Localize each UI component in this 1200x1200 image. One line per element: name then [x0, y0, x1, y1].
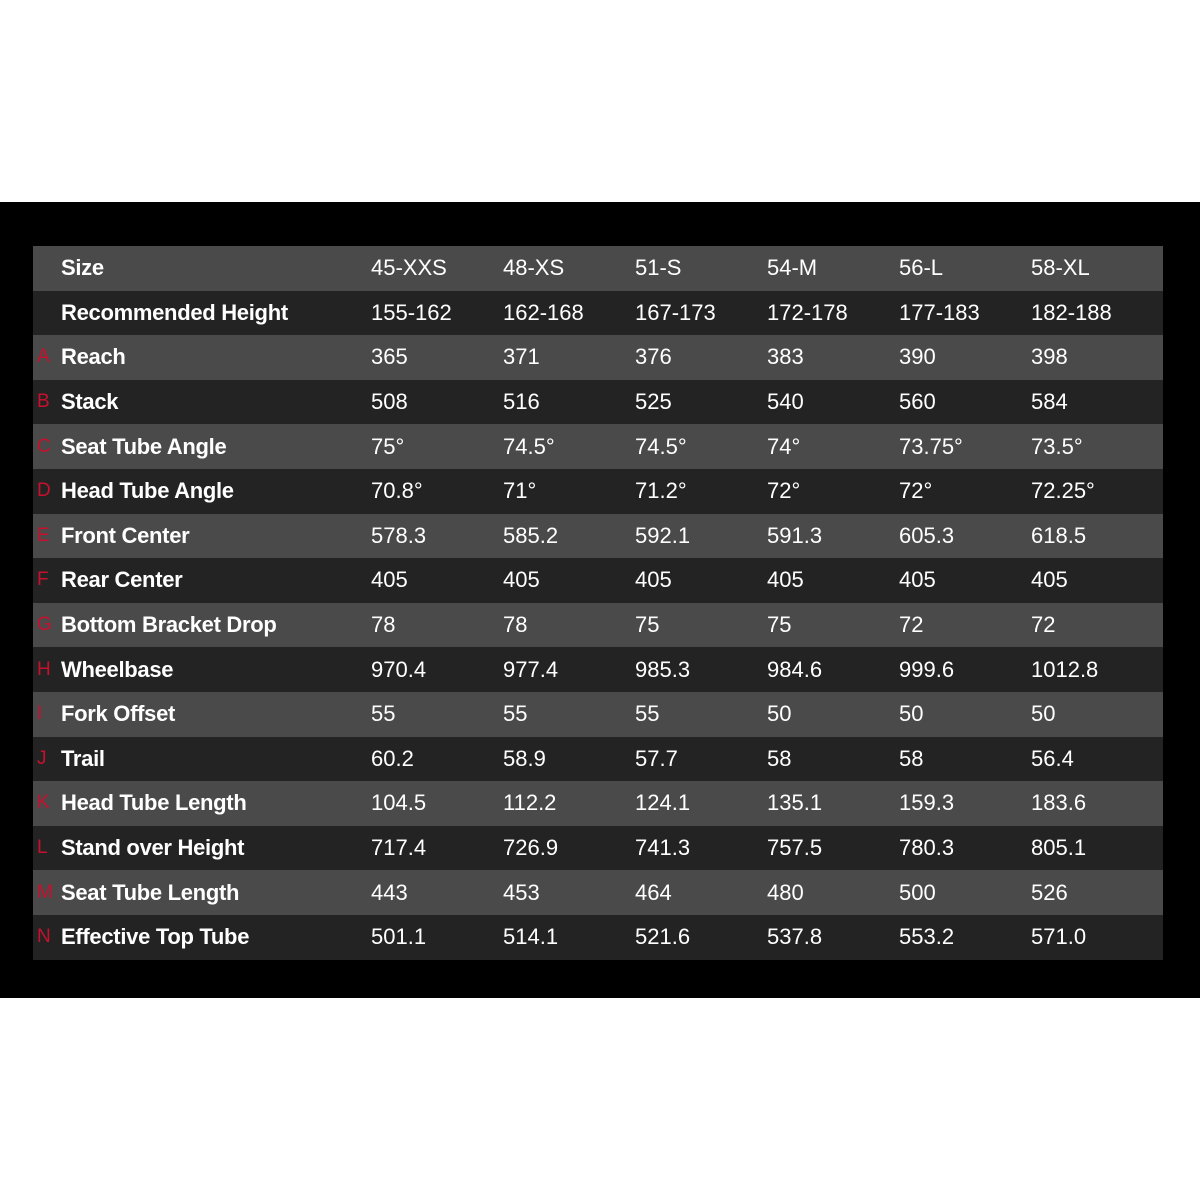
table-row [33, 424, 1163, 469]
dimension-letter: D [37, 480, 51, 502]
cell-value: 443 [371, 879, 408, 905]
cell-value: 75 [767, 612, 792, 638]
table-row [33, 469, 1163, 514]
cell-value: 717.4 [371, 835, 427, 861]
dimension-letter: B [37, 391, 50, 413]
cell-value: 571.0 [1031, 924, 1087, 950]
cell-value: 72° [899, 478, 933, 504]
cell-value: 977.4 [503, 656, 559, 682]
cell-value: 591.3 [767, 522, 823, 548]
cell-value: 805.1 [1031, 835, 1087, 861]
cell-value: 54-M [767, 255, 818, 281]
geometry-table [33, 246, 1163, 960]
cell-value: 75 [635, 612, 660, 638]
cell-value: 159.3 [899, 790, 955, 816]
dimension-letter: K [37, 792, 50, 814]
row-label: Trail [61, 745, 105, 771]
header-row [33, 246, 1163, 291]
cell-value: 56.4 [1031, 745, 1074, 771]
table-row [33, 558, 1163, 603]
table-row [33, 603, 1163, 648]
cell-value: 72° [767, 478, 801, 504]
cell-value: 605.3 [899, 522, 955, 548]
cell-value: 999.6 [899, 656, 955, 682]
cell-value: 75° [371, 433, 405, 459]
cell-value: 162-168 [503, 299, 584, 325]
dimension-letter: E [37, 524, 50, 546]
dimension-letter: A [37, 346, 50, 368]
cell-value: 521.6 [635, 924, 691, 950]
row-label: Stack [61, 389, 119, 415]
cell-value: 71° [503, 478, 537, 504]
dimension-letter: C [37, 435, 51, 457]
row-label: Seat Tube Angle [61, 433, 227, 459]
cell-value: 514.1 [503, 924, 559, 950]
cell-value: 55 [635, 701, 660, 727]
cell-value: 55 [371, 701, 396, 727]
cell-value: 72 [1031, 612, 1056, 638]
cell-value: 537.8 [767, 924, 823, 950]
cell-value: 56-L [899, 255, 944, 281]
cell-value: 58.9 [503, 745, 546, 771]
cell-value: 1012.8 [1031, 656, 1099, 682]
cell-value: 135.1 [767, 790, 823, 816]
cell-value: 405 [767, 567, 804, 593]
dimension-letter: F [37, 569, 49, 591]
cell-value: 500 [899, 879, 936, 905]
cell-value: 74.5° [635, 433, 687, 459]
row-label: Wheelbase [61, 656, 174, 682]
cell-value: 74° [767, 433, 801, 459]
cell-value: 376 [635, 344, 672, 370]
cell-value: 58 [899, 745, 924, 771]
cell-value: 58 [767, 745, 792, 771]
cell-value: 73.5° [1031, 433, 1083, 459]
cell-value: 71.2° [635, 478, 687, 504]
table-row [33, 692, 1163, 737]
cell-value: 970.4 [371, 656, 427, 682]
cell-value: 78 [371, 612, 396, 638]
cell-value: 112.2 [503, 790, 557, 816]
cell-value: 405 [635, 567, 672, 593]
cell-value: 553.2 [899, 924, 955, 950]
cell-value: 172-178 [767, 299, 848, 325]
cell-value: 405 [1031, 567, 1068, 593]
cell-value: 74.5° [503, 433, 555, 459]
dimension-letter [33, 291, 61, 336]
row-label: Front Center [61, 522, 190, 548]
cell-value: 60.2 [371, 745, 414, 771]
cell-value: 57.7 [635, 745, 678, 771]
cell-value: 365 [371, 344, 408, 370]
row-label: Reach [61, 344, 126, 370]
cell-value: 72 [899, 612, 924, 638]
row-label: Head Tube Length [61, 790, 247, 816]
row-label: Size [61, 255, 104, 281]
dimension-letter: M [37, 881, 53, 903]
cell-value: 592.1 [635, 522, 691, 548]
dimension-letter: J [37, 747, 47, 769]
cell-value: 45-XXS [371, 255, 447, 281]
cell-value: 525 [635, 389, 672, 415]
table-row [33, 335, 1163, 380]
cell-value: 584 [1031, 389, 1068, 415]
dimension-letter [33, 246, 61, 291]
cell-value: 405 [503, 567, 540, 593]
cell-value: 526 [1031, 879, 1068, 905]
cell-value: 182-188 [1031, 299, 1112, 325]
cell-value: 405 [899, 567, 936, 593]
row-label: Stand over Height [61, 835, 245, 861]
cell-value: 405 [371, 567, 408, 593]
table-row [33, 514, 1163, 559]
cell-value: 501.1 [371, 924, 427, 950]
cell-value: 124.1 [635, 790, 691, 816]
table-row [33, 781, 1163, 826]
table-row [33, 647, 1163, 692]
cell-value: 618.5 [1031, 522, 1087, 548]
header-row [33, 291, 1163, 336]
cell-value: 104.5 [371, 790, 427, 816]
cell-value: 183.6 [1031, 790, 1087, 816]
cell-value: 50 [767, 701, 792, 727]
cell-value: 78 [503, 612, 528, 638]
row-label: Head Tube Angle [61, 478, 234, 504]
cell-value: 155-162 [371, 299, 452, 325]
geometry-table-body [33, 246, 1163, 960]
cell-value: 55 [503, 701, 528, 727]
table-row [33, 826, 1163, 871]
cell-value: 726.9 [503, 835, 559, 861]
row-label: Bottom Bracket Drop [61, 612, 277, 638]
cell-value: 390 [899, 344, 936, 370]
row-label: Effective Top Tube [61, 924, 250, 950]
cell-value: 560 [899, 389, 936, 415]
cell-value: 72.25° [1031, 478, 1095, 504]
cell-value: 757.5 [767, 835, 823, 861]
dimension-letter: I [37, 703, 43, 725]
table-row [33, 380, 1163, 425]
cell-value: 51-S [635, 255, 682, 281]
cell-value: 50 [1031, 701, 1056, 727]
cell-value: 73.75° [899, 433, 963, 459]
dimension-letter: L [37, 837, 48, 859]
cell-value: 741.3 [635, 835, 691, 861]
cell-value: 383 [767, 344, 804, 370]
cell-value: 50 [899, 701, 924, 727]
cell-value: 70.8° [371, 478, 423, 504]
cell-value: 984.6 [767, 656, 823, 682]
cell-value: 464 [635, 879, 672, 905]
cell-value: 371 [503, 344, 540, 370]
cell-value: 578.3 [371, 522, 427, 548]
row-label: Fork Offset [61, 701, 176, 727]
cell-value: 480 [767, 879, 804, 905]
table-row [33, 915, 1163, 960]
cell-value: 516 [503, 389, 540, 415]
cell-value: 985.3 [635, 656, 691, 682]
dimension-letter: G [37, 614, 52, 636]
cell-value: 540 [767, 389, 804, 415]
dimension-letter: H [37, 658, 51, 680]
table-row [33, 870, 1163, 915]
cell-value: 453 [503, 879, 540, 905]
cell-value: 177-183 [899, 299, 980, 325]
row-label: Recommended Height [61, 299, 288, 325]
cell-value: 508 [371, 389, 408, 415]
cell-value: 585.2 [503, 522, 559, 548]
dimension-letter: N [37, 926, 51, 948]
cell-value: 398 [1031, 344, 1068, 370]
cell-value: 780.3 [899, 835, 955, 861]
row-label: Rear Center [61, 567, 183, 593]
row-label: Seat Tube Length [61, 879, 240, 905]
cell-value: 58-XL [1031, 255, 1090, 281]
cell-value: 48-XS [503, 255, 565, 281]
cell-value: 167-173 [635, 299, 716, 325]
table-row [33, 737, 1163, 782]
